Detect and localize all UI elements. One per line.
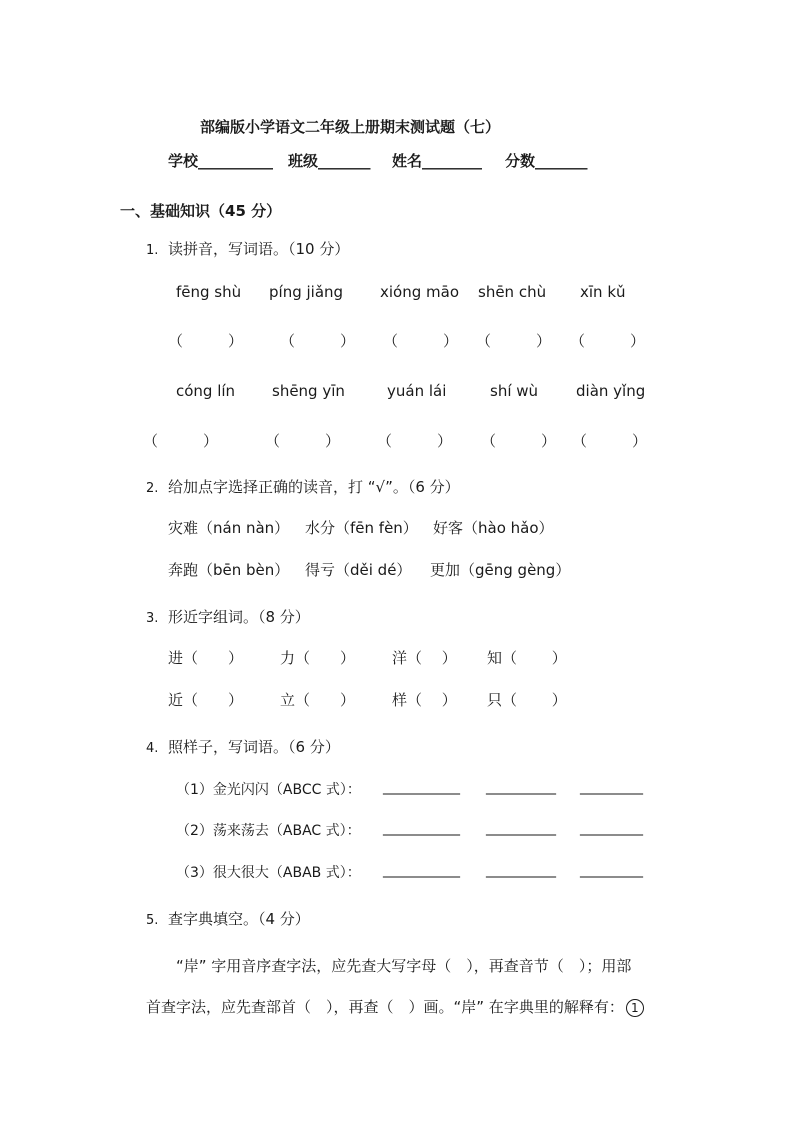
answer-blank[interactable]: ___________ [383,820,460,836]
question-5 [146,908,310,929]
question-prompt: 查字典填空。（4 分） [168,910,310,928]
similar-char-item[interactable]: 洋（ ） [392,649,457,667]
question-3 [146,606,310,627]
answer-parentheses[interactable]: （ ） [168,332,244,350]
similar-char-item[interactable]: 进（ ） [168,649,244,667]
answer-parentheses[interactable]: （ ） [476,332,552,350]
answer-blank[interactable]: ___________ [383,862,460,878]
similar-char-item[interactable]: 样（ ） [392,691,457,709]
answer-parentheses[interactable]: （ ） [383,332,459,350]
question-number: 3. [146,611,159,626]
pinyin-item: shí wù [490,382,539,400]
answer-parentheses[interactable]: （ ） [570,332,646,350]
pinyin-item: xióng māo [380,283,459,301]
question-prompt: 照样子，写词语。（6 分） [168,738,340,756]
answer-blank[interactable]: __________ [486,779,556,795]
question-1 [146,238,349,259]
answer-parentheses[interactable]: （ ） [143,432,219,450]
dictionary-paragraph-line [146,996,644,1017]
score-field[interactable]: 分数_______ [505,152,588,170]
pinyin-item: shēng yīn [272,382,345,400]
school-field[interactable]: 学校__________ [168,152,274,170]
question-prompt: 读拼音，写词语。（10 分） [168,240,350,258]
circled-number: 1 [626,999,644,1017]
question-number: 5. [146,913,159,928]
question-prompt: 形近字组词。（8 分） [168,608,310,626]
similar-char-item[interactable]: 立（ ） [280,691,356,709]
answer-parentheses[interactable]: （ ） [265,432,341,450]
class-field[interactable]: 班级_______ [288,152,371,170]
reading-choice[interactable]: 得亏（děi dé） [305,561,412,579]
reading-choice[interactable]: 更加（gēng gèng） [430,561,571,579]
similar-char-item[interactable]: 只（ ） [487,691,567,709]
question-2 [146,476,460,497]
similar-char-item[interactable]: 力（ ） [280,649,356,667]
pinyin-item: diàn yǐng [576,382,646,400]
page-title: 部编版小学语文二年级上册期末测试题（七） [200,118,501,136]
question-number: 1. [146,243,159,258]
paragraph-text: 首查字法，应先查部首（ ），再查（ ）画。“岸” 在字典里的解释有： [146,998,624,1016]
answer-parentheses[interactable]: （ ） [377,432,453,450]
answer-blank[interactable]: _________ [580,862,643,878]
pattern-item-label: （2）荡来荡去（ABAC 式）： [176,823,361,839]
pattern-item-label: （1）金光闪闪（ABCC 式）： [176,782,361,798]
reading-choice[interactable]: 灾难（nán nàn） [168,519,290,537]
answer-blank[interactable]: _________ [580,779,643,795]
reading-choice[interactable]: 水分（fēn fèn） [305,519,418,537]
answer-blank[interactable]: __________ [486,820,556,836]
answer-parentheses[interactable]: （ ） [572,432,648,450]
section-heading: 一、基础知识（45 分） [120,202,282,220]
pinyin-item: yuán lái [387,382,447,400]
question-number: 2. [146,481,159,496]
similar-char-item[interactable]: 知（ ） [487,649,567,667]
pinyin-item: shēn chù [478,283,547,301]
reading-choice[interactable]: 奔跑（bēn bèn） [168,561,290,579]
pattern-item-label: （3）很大很大（ABAB 式）： [176,865,361,881]
pinyin-item: fēng shù [176,283,242,301]
name-field[interactable]: 姓名________ [392,152,483,170]
question-number: 4. [146,741,159,756]
question-4 [146,736,340,757]
pinyin-item: píng jiǎng [269,283,344,301]
reading-choice[interactable]: 好客（hào hǎo） [433,519,554,537]
similar-char-item[interactable]: 近（ ） [168,691,244,709]
answer-blank[interactable]: ___________ [383,779,460,795]
pinyin-item: cóng lín [176,382,236,400]
dictionary-paragraph-line: “岸” 字用音序查字法，应先查大写字母（ ），再查音节（ ）；用部 [176,957,632,975]
pinyin-item: xīn kǔ [580,283,626,301]
question-prompt: 给加点字选择正确的读音，打 “√”。（6 分） [168,478,460,496]
answer-blank[interactable]: _________ [580,820,643,836]
answer-parentheses[interactable]: （ ） [280,332,356,350]
answer-parentheses[interactable]: （ ） [481,432,557,450]
answer-blank[interactable]: __________ [486,862,556,878]
